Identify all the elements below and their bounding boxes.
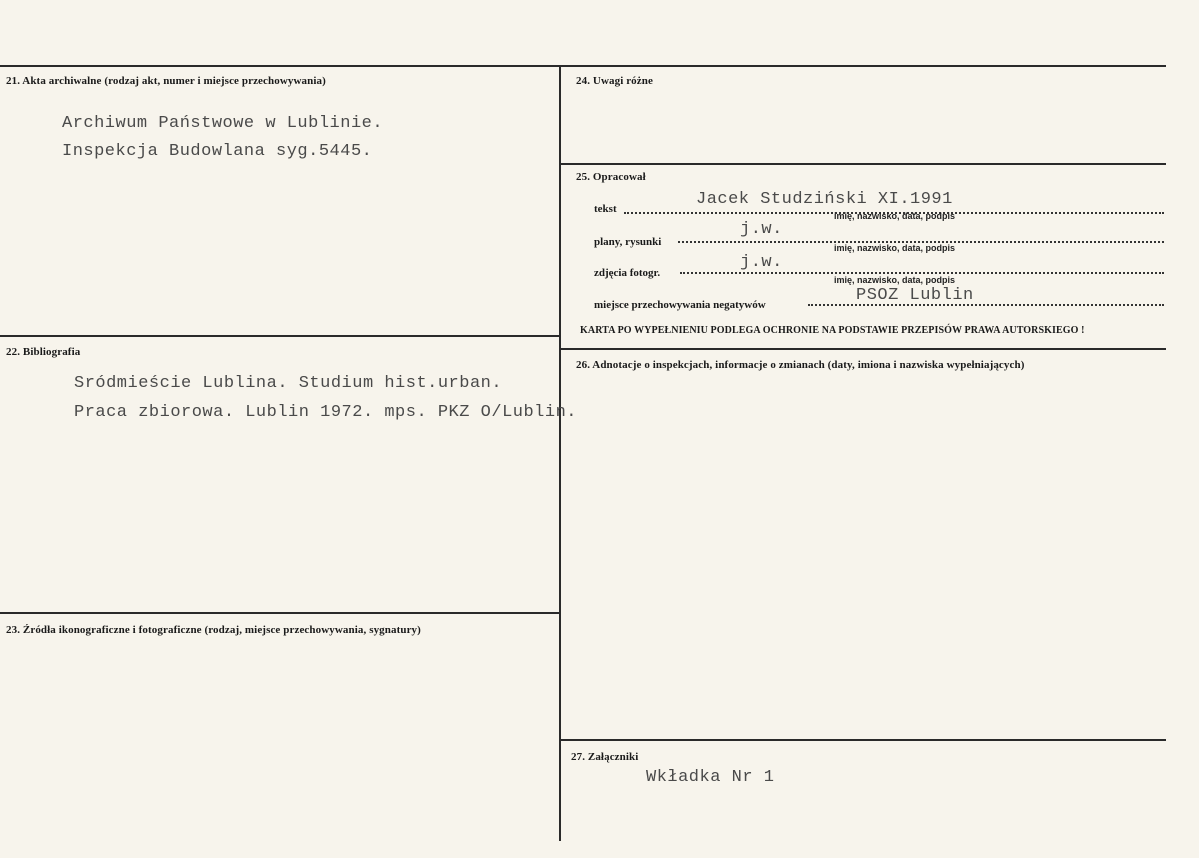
tekst-value: Jacek Studziński XI.1991 (696, 190, 953, 209)
section-22-label: 22. Bibliografia (6, 346, 81, 358)
center-divider (559, 65, 561, 841)
tekst-hint: imię, nazwisko, data, podpis (834, 211, 956, 221)
section-27-value: Wkładka Nr 1 (646, 768, 775, 787)
divider-25-26 (561, 348, 1166, 350)
divider-24-25 (561, 163, 1166, 165)
section-25-label: 25. Opracował (576, 171, 646, 183)
section-23-label: 23. Źródła ikonograficzne i fotograficzne (rodzaj, miejsce przechowywania, sygnatury) (6, 624, 421, 636)
tekst-label: tekst (594, 203, 617, 215)
section-24-label: 24. Uwagi różne (576, 75, 653, 87)
plany-value: j.w. (740, 220, 783, 239)
divider-26-27 (561, 739, 1166, 741)
top-divider (0, 65, 1166, 67)
zdjecia-value: j.w. (740, 253, 783, 272)
zdjecia-hint: imię, nazwisko, data, podpis (834, 275, 956, 285)
section-26-label: 26. Adnotacje o inspekcjach, informacje o zmianach (daty, imiona i nazwiska wypełniających) (576, 359, 1025, 371)
divider-21-22 (0, 335, 561, 337)
plany-hint: imię, nazwisko, data, podpis (834, 243, 956, 253)
section-21-line-2: Inspekcja Budowlana syg.5445. (62, 142, 373, 161)
plany-label: plany, rysunki (594, 236, 662, 248)
section-21-label: 21. Akta archiwalne (rodzaj akt, numer i miejsce przechowywania) (6, 75, 326, 87)
zdjecia-label: zdjęcia fotogr. (594, 267, 661, 279)
section-21-line-1: Archiwum Państwowe w Lublinie. (62, 114, 384, 133)
section-27-label: 27. Załączniki (571, 751, 639, 763)
zdjecia-dotted-line (680, 272, 1164, 274)
divider-22-23 (0, 612, 561, 614)
negatywy-value: PSOZ Lublin (856, 286, 974, 305)
section-22-line-2: Praca zbiorowa. Lublin 1972. mps. PKZ O/Lublin. (74, 403, 577, 422)
copyright-notice: KARTA PO WYPEŁNIENIU PODLEGA OCHRONIE NA PODSTAWIE PRZEPISÓW PRAWA AUTORSKIEGO ! (580, 325, 1085, 336)
section-22-line-1: Sródmieście Lublina. Studium hist.urban. (74, 374, 503, 393)
negatywy-label: miejsce przechowywania negatywów (594, 299, 766, 311)
